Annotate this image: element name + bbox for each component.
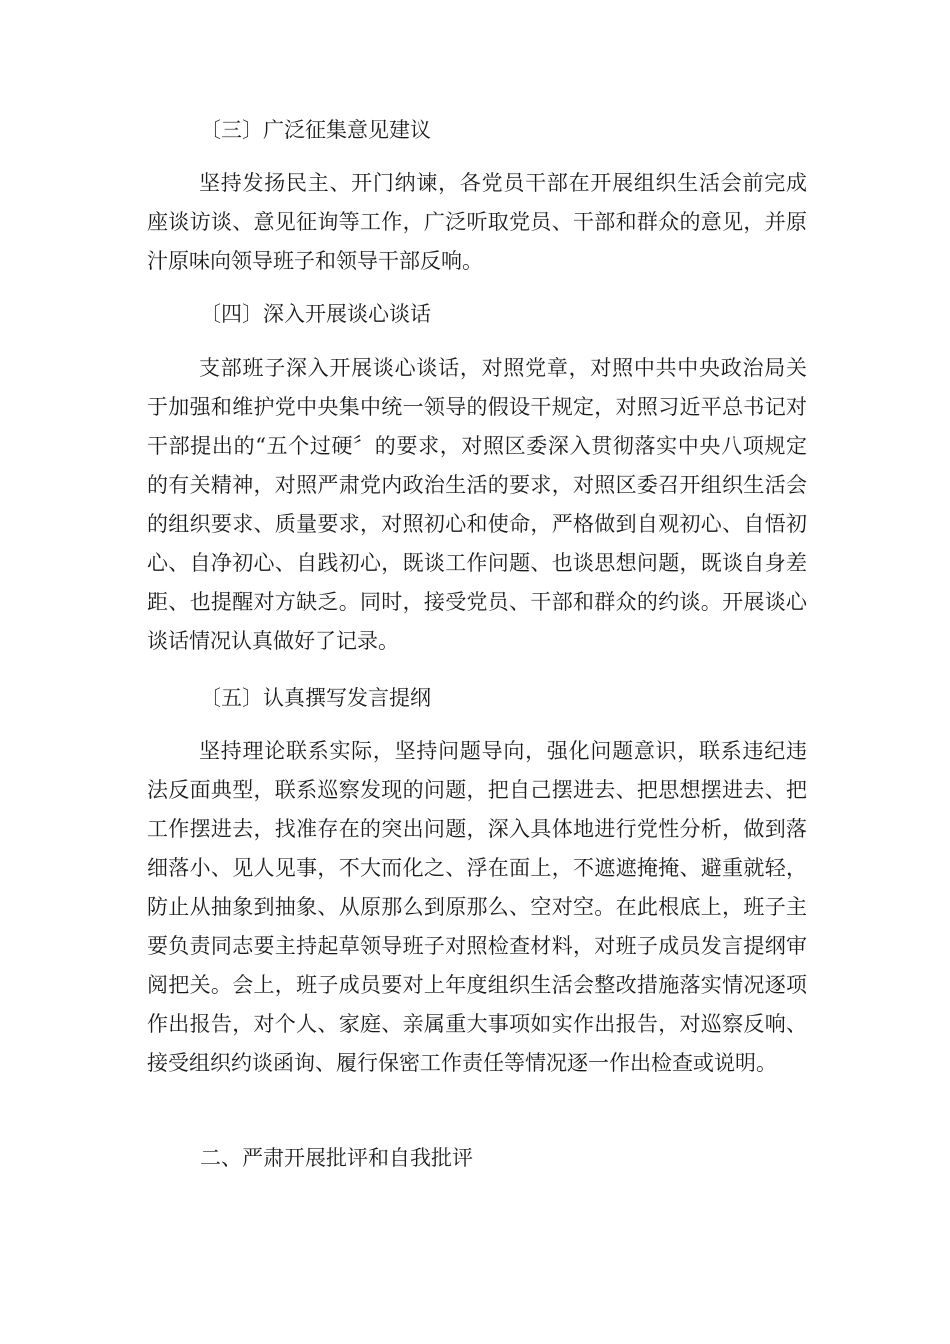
section-3-paragraph: 坚持发扬民主、开门纳谏，各党员干部在开展组织生活会前完成座谈访谈、意见征询等工作，广泛听取党员、干部和群众的意见，并原汁原味向领导班子和领导干部反响。 bbox=[147, 171, 807, 273]
section-3-heading: 〔三〕广泛征集意见建议 bbox=[200, 118, 431, 142]
part-2-heading: 二、严肃开展批评和自我批评 bbox=[200, 1146, 473, 1170]
section-5-heading: 〔五〕认真撰写发言提纲 bbox=[200, 686, 431, 710]
section-4-heading: 〔四〕深入开展谈心谈话 bbox=[200, 302, 431, 326]
section-5-paragraph: 坚持理论联系实际，坚持问题导向，强化问题意识，联系违纪违法反面典型，联系巡察发现的问题，把自己摆进去、把思想摆进去、把工作摆进去，找准存在的突出问题，深入具体地进行党性分析，做到落细落小、见人见事，不大而化之、浮在面上，不遮遮掩掩、避重就轻，防止从抽象到抽象、从原那么到原那么、空对空。在此根底上，班子主要负责同志要主持起草领导班子对照检查材料，对班子成员发言提纲审阅把关。会上，班子成员要对上年度组织生活会整改措施落实情况逐项作出报告，对个人、家庭、亲属重大事项如实作出报告，对巡察反响、接受组织约谈函询、履行保密工作责任等情况逐一作出检查或说明。 bbox=[147, 739, 807, 1075]
section-4-paragraph: 支部班子深入开展谈心谈话，对照党章，对照中共中央政治局关于加强和维护党中央集中统一领导的假设干规定，对照习近平总书记对干部提出的“五个过硬〞的要求，对照区委深入贯彻落实中央八项规定的有关精神，对照严肃党内政治生活的要求，对照区委召开组织生活会的组织要求、质量要求，对照初心和使命，严格做到自观初心、自悟初心、自净初心、自践初心，既谈工作问题、也谈思想问题，既谈自身差距、也提醒对方缺乏。同时，接受党员、干部和群众的约谈。开展谈心谈话情况认真做好了记录。 bbox=[147, 356, 807, 653]
